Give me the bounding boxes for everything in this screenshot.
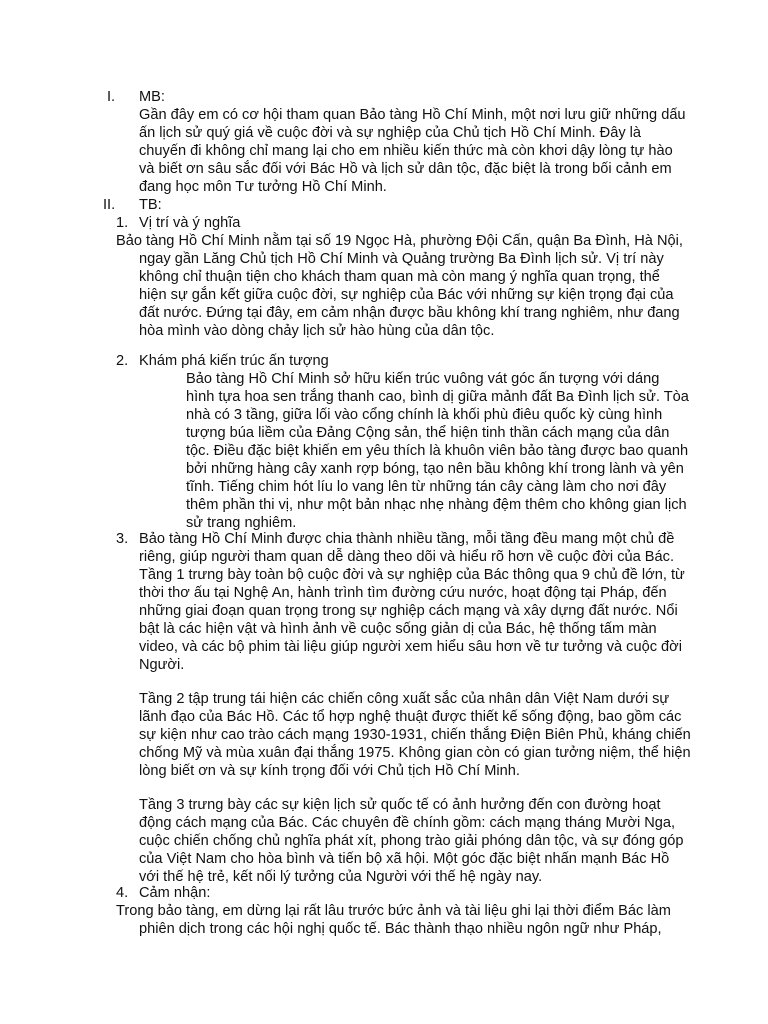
paragraph-line: của Việt Nam cho hòa bình và tiến bộ xã hội. Một góc đặc biệt nhấn mạnh Bác Hồ <box>139 851 670 867</box>
list-number: 4. <box>116 885 129 901</box>
paragraph-line: những giai đoạn quan trọng trong sự nghiệp cách mạng và xây dựng đất nước. Nổi <box>139 603 678 619</box>
paragraph-line: Bảo tàng Hồ Chí Minh sở hữu kiến trúc vuông vát góc ấn tượng với dáng <box>186 371 660 387</box>
section-heading: MB: <box>139 89 165 105</box>
paragraph-line: hình tựa hoa sen trắng thanh cao, bình dị giữa mảnh đất Ba Đình lịch sử. Tòa <box>186 389 689 405</box>
section-numeral: II. <box>103 197 116 213</box>
paragraph-line: lòng biết ơn và sự kính trọng đối với Chủ tịch Hồ Chí Minh. <box>139 763 520 779</box>
paragraph-line: video, và các bộ phim tài liệu giúp người xem hiểu sâu hơn về tư tưởng và cuộc đời <box>139 639 682 655</box>
paragraph-line: với thế hệ trẻ, kết nối lý tưởng của Người với thế hệ ngày nay. <box>139 869 543 885</box>
paragraph-line: hiện sự gắn kết giữa cuộc đời, sự nghiệp của Bác với những sự kiện trọng đại của <box>139 287 674 303</box>
paragraph-line: tượng búa liềm của Đảng Cộng sản, thể hiện tinh thần cách mạng của dân <box>186 425 670 441</box>
paragraph-line: Trong bảo tàng, em dừng lại rất lâu trước bức ảnh và tài liệu ghi lại thời điểm Bác làm <box>116 903 671 919</box>
paragraph-line: phiên dịch trong các hội nghị quốc tế. Bác thành thạo nhiều ngôn ngữ như Pháp, <box>139 921 662 937</box>
paragraph-line: và biết ơn sâu sắc đối với Bác Hồ và lịch sử dân tộc, đặc biệt là trong bối cảnh em <box>139 161 672 177</box>
paragraph-line: Tầng 3 trưng bày các sự kiện lịch sử quốc tế có ảnh hưởng đến con đường hoạt <box>139 797 661 813</box>
paragraph-line: sự kiện như cao trào cách mạng 1930-1931, chiến thắng Điện Biên Phủ, kháng chiến <box>139 727 691 743</box>
paragraph-line: hòa mình vào dòng chảy lịch sử hào hùng của dân tộc. <box>139 323 495 339</box>
paragraph-line: Bảo tàng Hồ Chí Minh được chia thành nhiều tầng, mỗi tầng đều mang một chủ đề <box>139 531 675 547</box>
paragraph-line: Tầng 2 tập trung tái hiện các chiến công xuất sắc của nhân dân Việt Nam dưới sự <box>139 691 670 707</box>
paragraph-line: không chỉ thuận tiện cho khách tham quan mà còn mang ý nghĩa quan trọng, thể <box>139 269 660 285</box>
paragraph-line: chống Mỹ và mùa xuân đại thắng 1975. Không gian còn có gian tưởng niệm, thể hiện <box>139 745 691 761</box>
paragraph-line: thêm phần thi vị, như một bản nhạc nhẹ nhàng đệm thêm cho không gian lịch <box>186 497 687 513</box>
paragraph-line: đang học môn Tư tưởng Hồ Chí Minh. <box>139 179 387 195</box>
paragraph-line: tĩnh. Tiếng chim hót líu lo vang lên từ những tán cây càng làm cho nơi đây <box>186 479 667 495</box>
paragraph-line: riêng, giúp người tham quan dễ dàng theo dõi và hiểu rõ hơn về cuộc đời của Bác. <box>139 549 675 565</box>
paragraph-line: Người. <box>139 657 185 673</box>
paragraph-line: Bảo tàng Hồ Chí Minh nằm tại số 19 Ngọc Hà, phường Đội Cấn, quận Ba Đình, Hà Nội, <box>116 233 683 249</box>
list-number: 2. <box>116 353 129 369</box>
paragraph-line: đất nước. Đứng tại đây, em cảm nhận được bầu không khí trang nghiêm, như đang <box>139 305 680 321</box>
paragraph-line: sử trang nghiêm. <box>186 515 297 531</box>
paragraph-line: chuyến đi không chỉ mang lại cho em nhiều kiến thức mà còn khơi dậy lòng tự hào <box>139 143 673 159</box>
list-item-title: Cảm nhận: <box>139 885 211 901</box>
paragraph-line: ấn lịch sử quý giá về cuộc đời và sự nghiệp của Chủ tịch Hồ Chí Minh. Đây là <box>139 125 642 141</box>
list-item-title: Vị trí và ý nghĩa <box>139 215 241 231</box>
section-heading: TB: <box>139 197 162 213</box>
paragraph-line: bởi những hàng cây xanh rợp bóng, tạo nên bầu không khí trong lành và yên <box>186 461 684 477</box>
paragraph-line: lãnh đạo của Bác Hồ. Các tổ hợp nghệ thuật được thiết kế sống động, bao gồm các <box>139 709 682 725</box>
paragraph-line: nhà có 3 tầng, giữa lối vào cổng chính là khối phù điêu quốc kỳ cùng hình <box>186 407 663 423</box>
paragraph-line: Tầng 1 trưng bày toàn bộ cuộc đời và sự nghiệp của Bác thông qua 9 chủ đề lớn, từ <box>139 567 685 583</box>
paragraph-line: cuộc chiến chống chủ nghĩa phát xít, phong trào giải phóng dân tộc, và sự đóng góp <box>139 833 684 849</box>
paragraph-line: bật là các hiện vật và hình ảnh về cuộc sống giản dị của Bác, hệ thống tấm màn <box>139 621 657 637</box>
section-numeral: I. <box>107 89 116 105</box>
paragraph-line: tộc. Điều đặc biệt khiến em yêu thích là khuôn viên bảo tàng được bao quanh <box>186 443 689 459</box>
paragraph-line: Gần đây em có cơ hội tham quan Bảo tàng Hồ Chí Minh, một nơi lưu giữ những dấu <box>139 107 686 123</box>
list-number: 1. <box>116 215 129 231</box>
paragraph-line: động cách mạng của Bác. Các chuyên đề chính gồm: cách mạng tháng Mười Nga, <box>139 815 676 831</box>
list-number: 3. <box>116 531 129 547</box>
paragraph-line: ngay gần Lăng Chủ tịch Hồ Chí Minh và Quảng trường Ba Đình lịch sử. Vị trí này <box>139 251 664 267</box>
paragraph-line: thời thơ ấu tại Nghệ An, hành trình tìm đường cứu nước, hoạt động tại Pháp, đến <box>139 585 667 601</box>
list-item-title: Khám phá kiến trúc ấn tượng <box>139 353 329 369</box>
